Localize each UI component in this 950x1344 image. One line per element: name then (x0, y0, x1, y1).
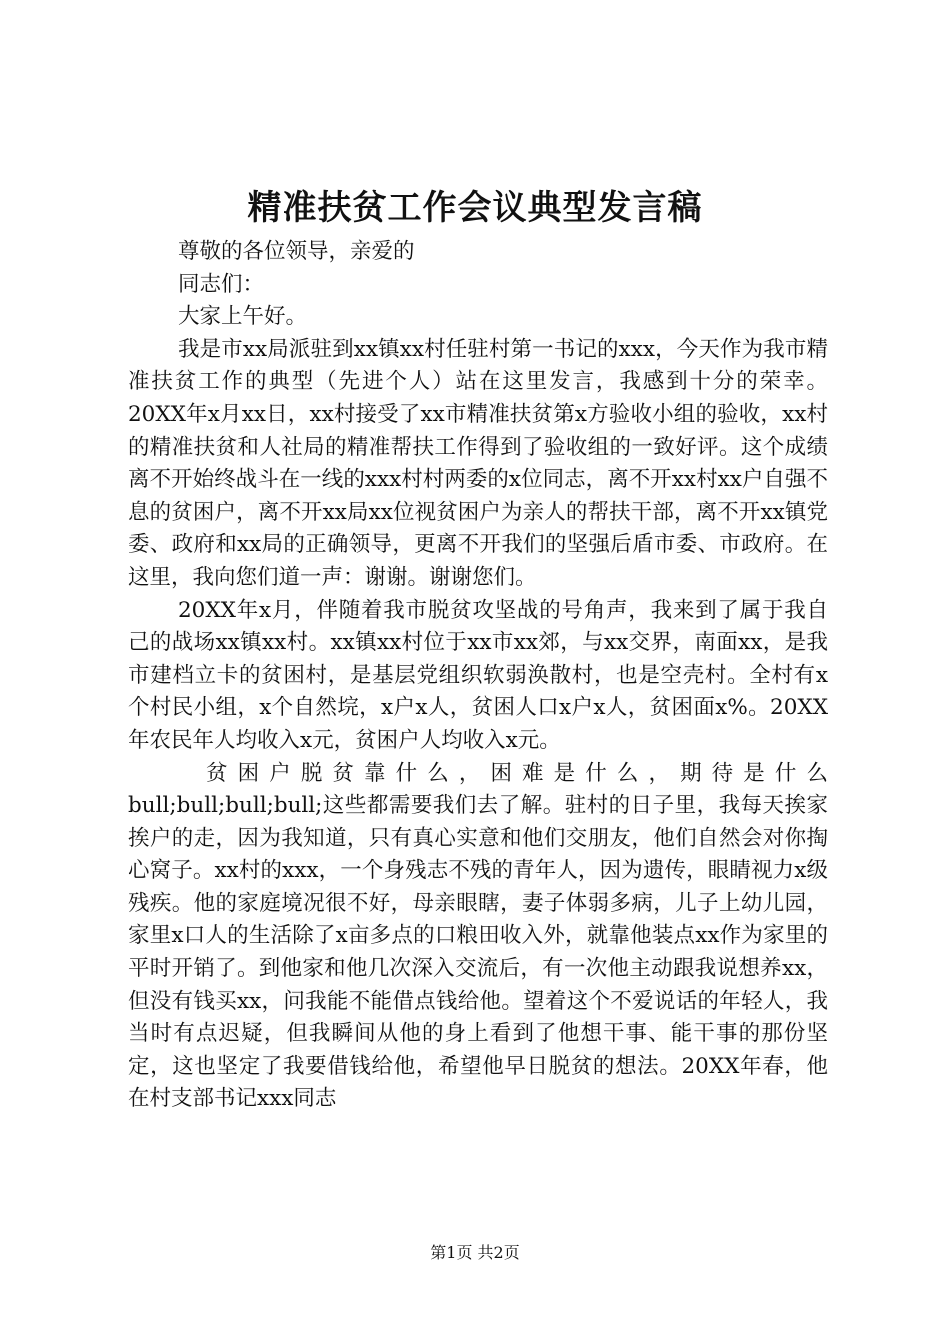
page-number-footer: 第1页 共2页 (430, 1243, 520, 1262)
body-paragraph: 贫困户脱贫靠什么，困难是什么，期待是什么bull;bull;bull;bull;这些都需要我们去了解。驻村的日子里，我每天挨家挨户的走，因为我知道，只有真心实意和他们交朋友，他们自然会对你掏心窝子。xx村的xxx，一个身残志不残的青年人，因为遗传，眼睛视力x级残疾。他的家庭境况很不好，母亲眼瞎，妻子体弱多病，儿子上幼儿园，家里x口人的生活除了x亩多点的口粮田收入外，就靠他装点xx作为家里的平时开销了。到他家和他几次深入交流后，有一次他主动跟我说想养xx，但没有钱买xx，问我能不能借点钱给他。望着这个不爱说话的年轻人，我当时有点迟疑，但我瞬间从他的身上看到了他想干事、能干事的那份坚定，这也坚定了我要借钱给他，希望他早日脱贫的想法。20XX年春，他在村支部书记xxx同志 (128, 760, 828, 1112)
greeting-line: 尊敬的各位领导，亲爱的 (178, 239, 415, 264)
body-paragraph: 20XX年x月，伴随着我市脱贫攻坚战的号角声，我来到了属于我自己的战场xx镇xx村。xx镇xx村位于xx市xx郊，与xx交界，南面xx，是我市建档立卡的贫困村，是基层党组织软弱涣散村，也是空壳村。全村有x个村民小组，x个自然垸，x户x人，贫困人口x户x人，贫困面x%。20XX年农民年人均收入x元，贫困户人均收入x元。 (128, 597, 828, 753)
greeting-line: 同志们： (178, 271, 265, 297)
document-title: 精准扶贫工作会议典型发言稿 (247, 188, 703, 228)
body-paragraph: 我是市xx局派驻到xx镇xx村任驻村第一书记的xxx，今天作为我市精准扶贫工作的典型（先进个人）站在这里发言，我感到十分的荣幸。20XX年x月xx日，xx村接受了xx市精准扶贫第x方验收小组的验收，xx村的精准扶贫和人社局的精准帮扶工作得到了验收组的一致好评。这个成绩离不开始终战斗在一线的xxx村村两委的x位同志，离不开xx村xx户自强不息的贫困户，离不开xx局xx位视贫困户为亲人的帮扶干部，离不开xx镇党委、政府和xx局的正确领导，更离不开我们的坚强后盾市委、市政府。在这里，我向您们道一声：谢谢。谢谢您们。 (128, 336, 828, 590)
greeting-line: 大家上午好。 (178, 304, 308, 330)
document-body (128, 236, 828, 1116)
